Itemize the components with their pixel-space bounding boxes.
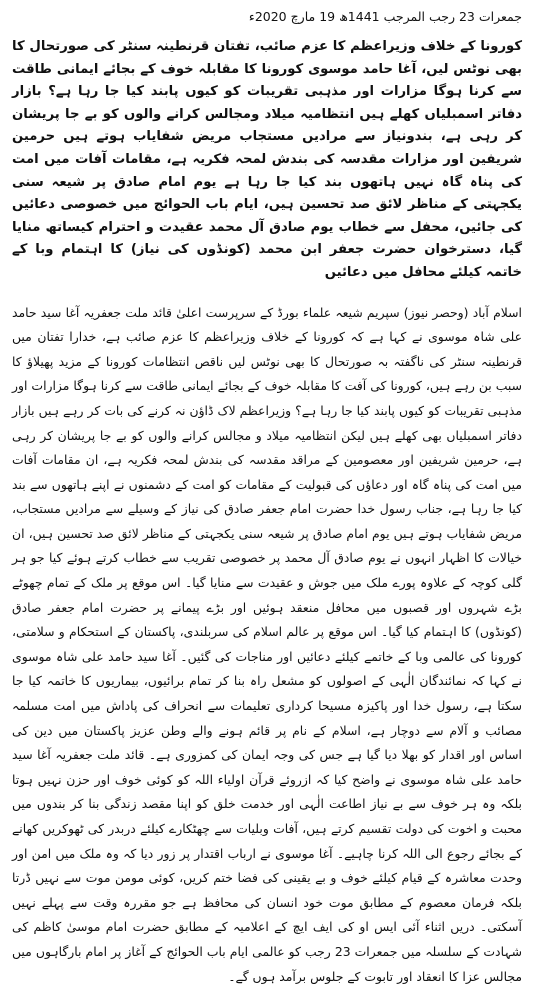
- headline-block: [12, 36, 522, 285]
- article-text: سپریم شیعہ علماء بورڈ کے سرپرست اعلیٰ قائد ملت جعفریہ آغا سید حامد علی شاہ موسوی نے کہا ہے کہ کورونا کے خلاف وزیراعظم کا عزم صائب ہے، خدارا تفتان میں قرنطینہ سنٹر کی ناگفتہ بہ صورتحال کا بھی نوٹس لیں ناقص انتظامات کورونا کے مزید پھیلاؤ کا سبب بن رہے ہیں، کورونا کی آفت کا مقابلہ خوف کے بجائے ایمانی طاقت سے کرنا ہوگا مزارات اور مذہبی تقریبات کو کیوں پابند کیا جا رہا ہے؟ وزیراعظم لاک ڈاؤن نہ کرنے کی بات کر رہے ہیں بازار دفاتر اسمبلیاں بھی کھلے ہیں لیکن انتظامیہ میلاد و مجالس کرانے والوں کو بے جا پریشان کر رہی ہے، حرمین شریفین اور معصومین کے مراقد مقدسہ کی بندش لمحہ فکریہ ہے، ان مقامات آفات میں امت کی پناہ گاہ اور دعاؤں کی قبولیت کے مقامات کو امت کے دشمنوں نے اپنے ہاتھوں سے بند کیا جا رہا ہے، جناب رسول خدا حضرت امام جعفر صادق کی نیاز کے وسیلے سے مرادیں مستجاب، مریض شفایاب ہوتے ہیں یوم امام صادق پر شیعہ سنی یکجہتی کے مناظر لائق صد تحسین ہیں، ان خیالات کا اظہار انہوں نے یوم صادق آل محمد پر خصوصی تقریب سے خطاب کرتے ہوئے کیا جو ہر گلی کوچہ کے علاوہ پورے ملک میں جوش و عقیدت سے منایا گیا۔ اس موقع پر ملک کے تمام چھوٹے بڑے شہروں اور قصبوں میں محافل منعقد ہوئیں اور بڑے پیمانے پر حضرت امام جعفر صادق (کونڈوں) کا اہتمام کیا گیا۔ اس موقع پر عالم اسلام کی سربلندی، پاکستان کے استحکام و سلامتی، کورونا کی عالمی وبا کے خاتمے کیلئے دعائیں اور مناجات کی گئیں۔ آغا سید حامد علی شاہ موسوی نے کہا کہ نمائندگان الٰہی کے اصولوں کو مشعل راہ بنا کر تمام برائیوں، بیماریوں کا خاتمہ کیا جا سکتا ہے، رسول خدا اور پاکیزہ مسیحا کرداری تعلیمات سے انحراف کی پاداش میں امت مسلمہ مصائب و آلام سے دوچار ہے، اسلام کے نام پر قائم ہونے والے وطن عزیز پاکستان میں دین کی اساس اور اقدار کو بھلا دیا گیا ہے جس کی وجہ ایمان کی کمزوری ہے۔ قائد ملت جعفریہ آغا سید حامد علی شاہ موسوی نے واضح کیا کہ ازروئے قرآن اولیاء اللہ کو کوئی خوف اور حزن نہیں ہوتا بلکہ وہ ہر خوف سے بے نیاز اطاعت الٰہی اور خدمت خلق کو اپنا مقصد زندگی بنا کر بندوں میں محبت و اخوت کی دولت تقسیم کرتے ہیں، آفات وبلیات سے چھٹکارے کیلئے دربدر کی ٹھوکریں کھانے کے بجائے رجوع الی اللہ کرنا چاہیے۔ آغا موسوی نے ارباب اقتدار پر زور دیا کہ وہ ملک میں امن اور وحدت معاشرہ کے قیام کیلئے خوف و بے یقینی کی فضا ختم کریں، کوئی مومن موت سے نہیں ڈرتا بلکہ فرمان معصوم کے مطابق موت خود انسان کی محافظ ہے جو مقررہ وقت سے پہلے نہیں آسکتی۔ دریں اثناء آئی ایس او کی ایف ایچ کے اعلامیہ کے مطابق حضرت امام موسیٰ کاظم کی شہادت کے سلسلہ میں جمعرات 23 رجب کو عالمی ایام باب الحوائج کے آغاز پر امام بارگاہوں میں مجالس عزا کا انعقاد اور تابوت کے جلوس برآمد ہوں گے۔: [12, 304, 522, 984]
- issue-dateline: جمعرات 23 رجب المرجب 1441ھ 19 مارچ 2020ء: [248, 9, 522, 24]
- article-paragraph: [12, 301, 522, 989]
- article-dateline: اسلام آباد (وحصر نیوز): [403, 304, 522, 320]
- headline-text: کورونا کے خلاف وزیراعظم کا عزم صائب، تفتان قرنطینہ سنٹر کی صورتحال کا بھی نوٹس لیں، آغا حامد موسوی کورونا کا مقابلہ خوف کے بجائے ایمانی طاقت سے کرنا ہوگا مزارات اور مذہبی تقریبات کو کیوں پابند کیا جا رہا ہے؟ بازار دفاتر اسمبلیاں کھلے ہیں انتظامیہ میلاد ومجالس کرانے والوں کو بے جا پریشان کر رہی ہے، بندونیاز سے مرادیں مستجاب مریض شفایاب ہوتے ہیں حرمین شریفین اور مزارات مقدسہ کی بندش لمحہ فکریہ ہے، مقامات آفات میں امت کی پناہ گاہ نہیں ہاتھوں بند کیا جا رہا ہے یوم امام صادق پر شیعہ سنی یکجہتی کے مناظر لائق صد تحسین ہیں، ایام باب الحوائج میں خصوصی دعائیں کی جائیں، محفل سے خطاب یوم صادق آل محمد عقیدت و احترام کیساتھ منایا گیا، دسترخوان حضرت جعفر ابن محمد (کونڈوں کی نیاز) کا اہتمام وبا کے خاتمہ کیلئے محافل میں دعائیں: [12, 39, 522, 280]
- article-body: [12, 301, 522, 989]
